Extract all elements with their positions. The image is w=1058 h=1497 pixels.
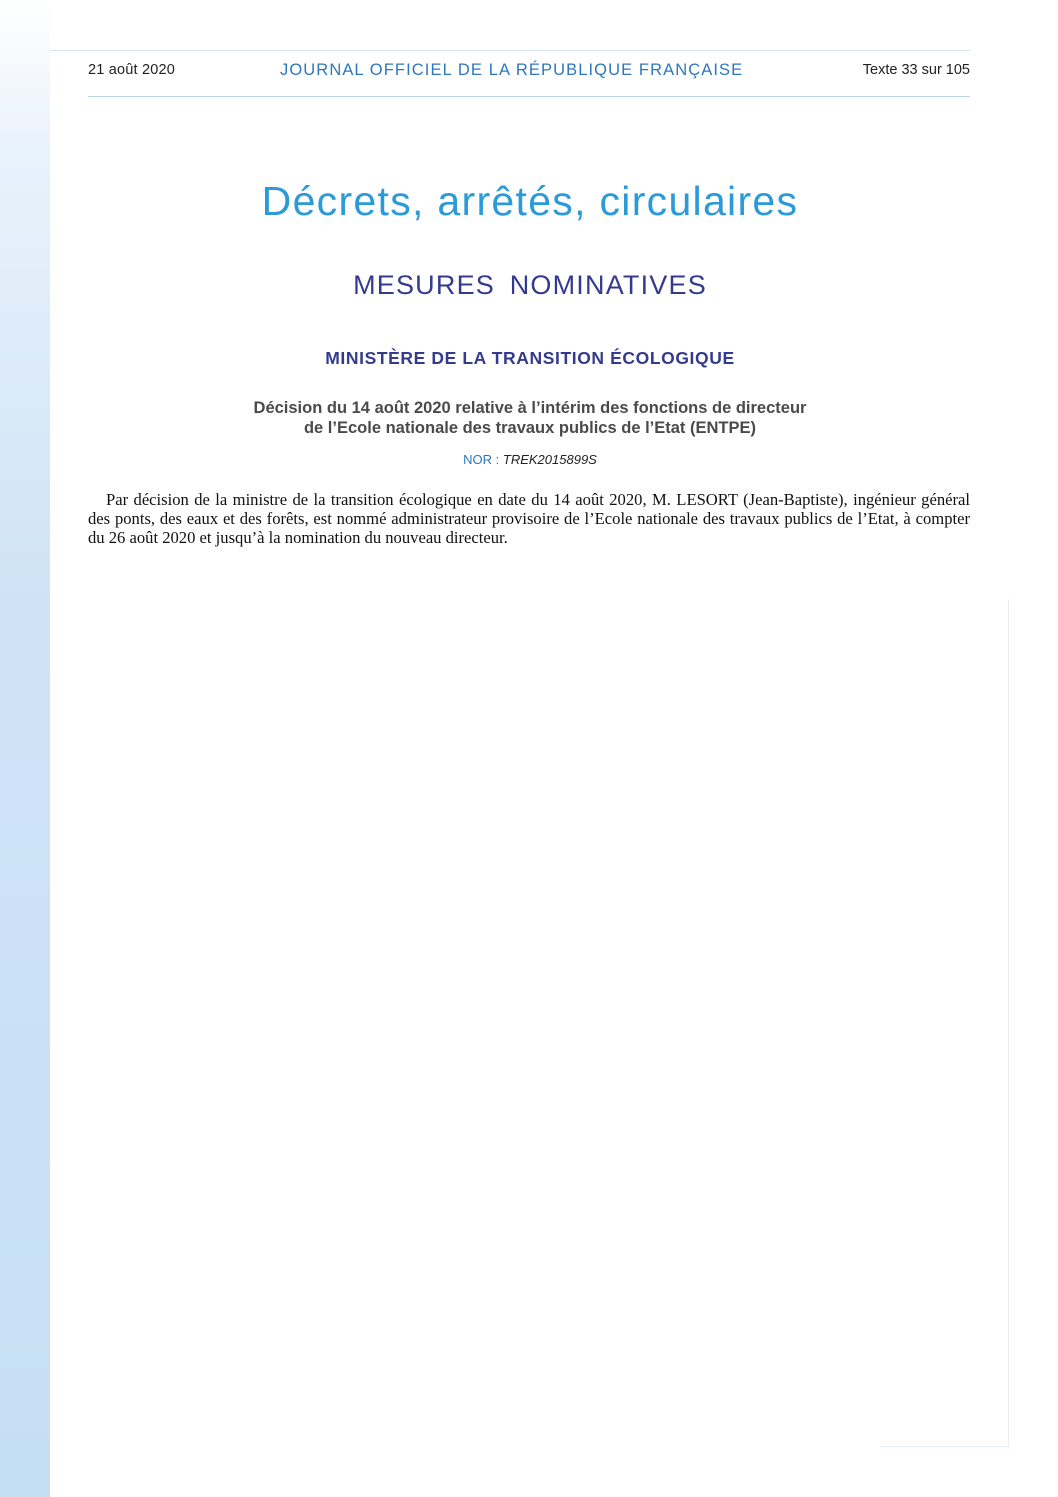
- nor-label: NOR :: [463, 452, 503, 467]
- section-title: MESURES NOMINATIVES: [353, 270, 707, 300]
- nor-value: TREK2015899S: [502, 452, 597, 467]
- page-bottom-border: [880, 1446, 1009, 1447]
- header-text-number: Texte 33 sur 105: [862, 62, 970, 78]
- left-margin-band: [0, 0, 50, 1497]
- page-header: [88, 62, 970, 84]
- header-journal-title: JOURNAL OFFICIEL DE LA RÉPUBLIQUE FRANÇAISE: [280, 61, 744, 79]
- nor-reference: [50, 452, 1010, 467]
- decision-body-paragraph: Par décision de la ministre de la transition écologique en date du 14 août 2020, M. LESORT (Jean-Baptiste), ingénieur général des ponts, des eaux et des forêts, est nommé administrateur provisoire de l’Ecole nationale des travaux publics de l’Etat, à compter du 26 août 2020 et jusqu’à la nomination du nouveau directeur.: [88, 490, 970, 547]
- header-divider: [88, 96, 970, 97]
- page-right-border: [1008, 600, 1009, 1447]
- decision-title-line-2: de l’Ecole nationale des travaux publics de l’Etat (ENTPE): [303, 419, 757, 437]
- decision-title-line-1: Décision du 14 août 2020 relative à l’intérim des fonctions de directeur: [253, 399, 807, 417]
- header-date: 21 août 2020: [88, 62, 176, 78]
- page-top-border: [50, 50, 970, 51]
- decision-title: [50, 398, 1010, 438]
- ministry-heading: MINISTÈRE DE LA TRANSITION ÉCOLOGIQUE: [325, 348, 735, 368]
- page-title: Décrets, arrêtés, circulaires: [261, 178, 799, 224]
